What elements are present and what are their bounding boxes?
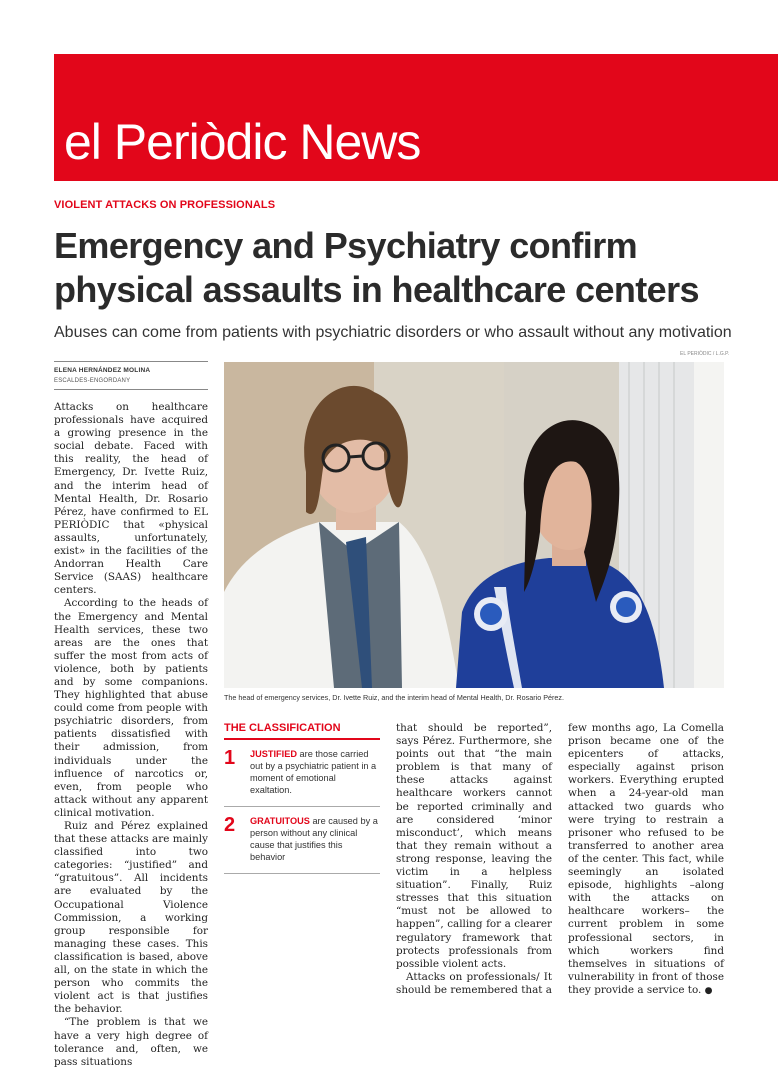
masthead-title: el Periòdic News	[64, 114, 421, 170]
paragraph: “The problem is that we have a very high degree of tolerance and, often, we pass situations	[54, 1016, 208, 1068]
photo-credit: EL PERIÒDIC / L.G.P.	[680, 351, 730, 357]
classification-text	[250, 815, 380, 863]
classification-number: 1	[224, 747, 236, 769]
classification-key: GRATUITOUS	[250, 816, 310, 826]
headline-line-2: physical assaults in healthcare centers	[54, 269, 699, 310]
byline	[54, 361, 208, 390]
paragraph: Attacks on healthcare professionals have acquired a growing presence in the social debate. Faced with this reality, the head of Emergency, Dr. Ivette Ruiz, and the interim head of Mental Health, Dr. Rosario Pérez, have confirmed to EL PERIÒDIC that «physical assaults, unfortunately, exist» in the facilities of the Andorran Health Care Service (SAAS) healthcare centers.	[54, 401, 208, 597]
classification-item	[224, 740, 380, 807]
headline-line-1: Emergency and Psychiatry confirm	[54, 225, 638, 266]
byline-author: ELENA HERNÁNDEZ MOLINA	[54, 367, 151, 374]
subheadline: Abuses can come from patients with psychiatric disorders or who assault without any motivation	[54, 324, 732, 341]
body-column-3	[396, 722, 552, 997]
classification-text	[250, 748, 380, 796]
classification-title: THE CLASSIFICATION	[224, 722, 380, 740]
article-photo	[224, 362, 724, 688]
body-column-4	[568, 722, 724, 998]
photo-caption: The head of emergency services, Dr. Ivette Ruiz, and the interim head of Mental Health, Dr. Rosario Pérez.	[224, 693, 564, 702]
paragraph	[568, 722, 724, 998]
photo-illustration	[224, 362, 724, 688]
classification-desc: are those carried out by a psychiatric patient in a moment of emotional exaltation.	[250, 749, 377, 795]
classification-desc: are caused by a person without any clinical cause that justifies this behavior	[250, 816, 378, 862]
classification-item	[224, 807, 380, 874]
paragraph: that should be reported”, says Pérez. Furthermore, she points out that “the main problem is that many of these attacks against healthcare workers cannot be reported criminally and are considered ‘minor misconduct’, which means that they remain without a strong response, leaving the victim in a helpless situation”. Finally, Ruiz stresses that this situation “must not be allowed to happen”, calling for a clearer regulatory framework that protects professionals from possible violent acts.	[396, 722, 552, 970]
paragraph: Attacks on professionals/ It should be remembered that a	[396, 970, 552, 996]
end-mark-icon: ●	[704, 985, 713, 996]
paragraph-text: few months ago, La Comella prison became one of the epicenters of attacks, especially against prison workers. Everything erupted when a 24-year-old man attacked two guards who were trying to restrain a prisoner who refused to be transferred to another area of the center. This fact, while seemingly an isolated episode, highlights –along with the attacks on healthcare workers– the current problem in some professional sectors, in which workers find themselves in situations of vulnerability in front of those they provide a service to.	[568, 722, 724, 996]
classification-key: JUSTIFIED	[250, 749, 297, 759]
classification-box	[224, 722, 380, 874]
section-kicker: VIOLENT ATTACKS ON PROFESSIONALS	[54, 199, 276, 211]
masthead-banner	[54, 54, 778, 181]
paragraph: According to the heads of the Emergency and Mental Health services, these two areas are the ones that suffer the most from acts of violence, both by patients and by some companions. They highlighted that abuse could come from people with psychiatric disorders, from patients dissatisfied with their admission, from individuals under the influence of narcotics or, even, from people who attack without any apparent clinical motivation.	[54, 597, 208, 819]
paragraph: Ruiz and Pérez explained that these attacks are mainly classified into two categories: “justified” and “gratuitous”. All incidents are evaluated by the Occupational Violence Commission, a working group responsible for managing these cases. This classification is based, above all, on the state in which the person who commits the violent act is that justifies the behavior.	[54, 820, 208, 1016]
headline	[54, 224, 754, 312]
body-column-1	[54, 401, 208, 1069]
classification-number: 2	[224, 814, 236, 836]
byline-place: ESCALDES-ENGORDANY	[54, 378, 208, 390]
